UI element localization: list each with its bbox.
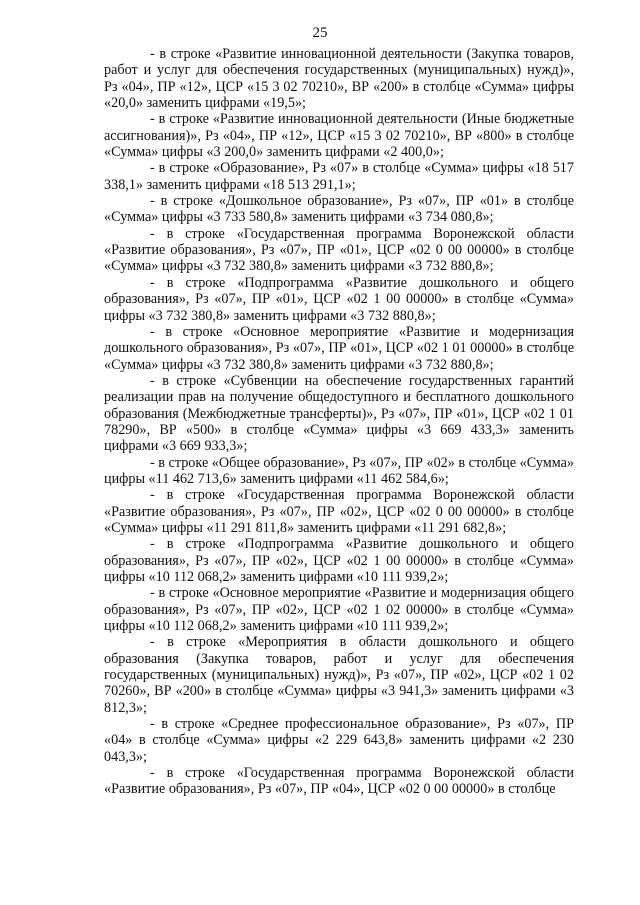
amendment-paragraph: - в строке «Мероприятия в области дошкольного и общего образования (Закупка товаров, работ и услуг для обеспечения государственных (муниципальных) нужд)», Рз «07», ПР «02», ЦСР «02 1 02 70260», ВР «200» в столбце «Сумма» цифры «3 941,3» заменить цифрами «3 812,3»;	[104, 634, 574, 716]
amendment-paragraph: - в строке «Среднее профессиональное образование», Рз «07», ПР «04» в столбце «Сумма» цифры «2 229 643,8» заменить цифрами «2 230 043,3»;	[104, 716, 574, 765]
amendment-paragraph: - в строке «Подпрограмма «Развитие дошкольного и общего образования», Рз «07», ПР «02», ЦСР «02 1 00 00000» в столбце «Сумма» цифры «10 112 068,2» заменить цифрами «10 111 939,2»;	[104, 536, 574, 585]
amendment-paragraph: - в строке «Подпрограмма «Развитие дошкольного и общего образования», Рз «07», ПР «01», ЦСР «02 1 00 00000» в столбце «Сумма» цифры «3 732 380,8» заменить цифрами «3 732 880,8»;	[104, 274, 574, 324]
amendment-paragraph: - в строке «Развитие инновационной деятельности (Иные бюджетные ассигнования)», Рз «04», ПР «12», ЦСР «15 3 02 70210», ВР «800» в столбце «Сумма» цифры «3 200,0» заменить цифрами «2 400,0»;	[104, 111, 574, 161]
amendment-paragraph: - в строке «Государственная программа Воронежской области «Развитие образования», Рз «07», ПР «04», ЦСР «02 0 00 00000» в столбце	[104, 765, 574, 798]
page-number: 25	[312, 25, 328, 41]
amendment-paragraph: - в строке «Государственная программа Воронежской области «Развитие образования», Рз «07», ПР «01», ЦСР «02 0 00 00000» в столбце «Сумма» цифры «3 732 380,8» заменить цифрами «3 732 880,8»;	[104, 225, 574, 275]
amendment-paragraph: - в строке «Общее образование», Рз «07», ПР «02» в столбце «Сумма» цифры «11 462 713,6» заменить цифрами «11 462 584,6»;	[104, 454, 574, 487]
amendment-paragraph: - в строке «Основное мероприятие «Развитие и модернизация дошкольного образования», Рз «07», ПР «01», ЦСР «02 1 01 00000» в столбце «Сумма» цифры «3 732 380,8» заменить цифрами «3 732 880,8»;	[104, 323, 574, 373]
amendment-paragraph: - в строке «Государственная программа Воронежской области «Развитие образования», Рз «07», ПР «02», ЦСР «02 0 00 00000» в столбце «Сумма» цифры «11 291 811,8» заменить цифрами «11 291 682,8»;	[104, 487, 574, 536]
amendment-paragraph: - в строке «Дошкольное образование», Рз «07», ПР «01» в столбце «Сумма» цифры «3 733 580,8» заменить цифрами «3 734 080,8»;	[104, 193, 574, 226]
amendment-paragraph: - в строке «Развитие инновационной деятельности (Закупка товаров, работ и услуг для обеспечения государственных (муниципальных) нужд)», Рз «04», ПР «12», ЦСР «15 3 02 70210», ВР «200» в столбце «Сумма» цифры «20,0» заменить цифрами «19,5»;	[104, 46, 574, 112]
amendment-paragraph: - в строке «Основное мероприятие «Развитие и модернизация общего образования», Рз «07», ПР «02», ЦСР «02 1 02 00000» в столбце «Сумма» цифры «10 112 068,2» заменить цифрами «10 111 939,2»;	[104, 585, 574, 635]
amendment-paragraph: - в строке «Субвенции на обеспечение государственных гарантий реализации прав на получение общедоступного и бесплатного дошкольного образования (Межбюджетные трансферты)», Рз «07», ПР «01», ЦСР «02 1 01 78290», ВР «500» в столбце «Сумма» цифры «3 669 433,3» заменить цифрами «3 669 933,3»;	[104, 372, 574, 455]
amendment-paragraph: - в строке «Образование», Рз «07» в столбце «Сумма» цифры «18 517 338,1» заменить цифрами «18 513 291,1»;	[104, 160, 574, 193]
body-text	[104, 46, 574, 798]
